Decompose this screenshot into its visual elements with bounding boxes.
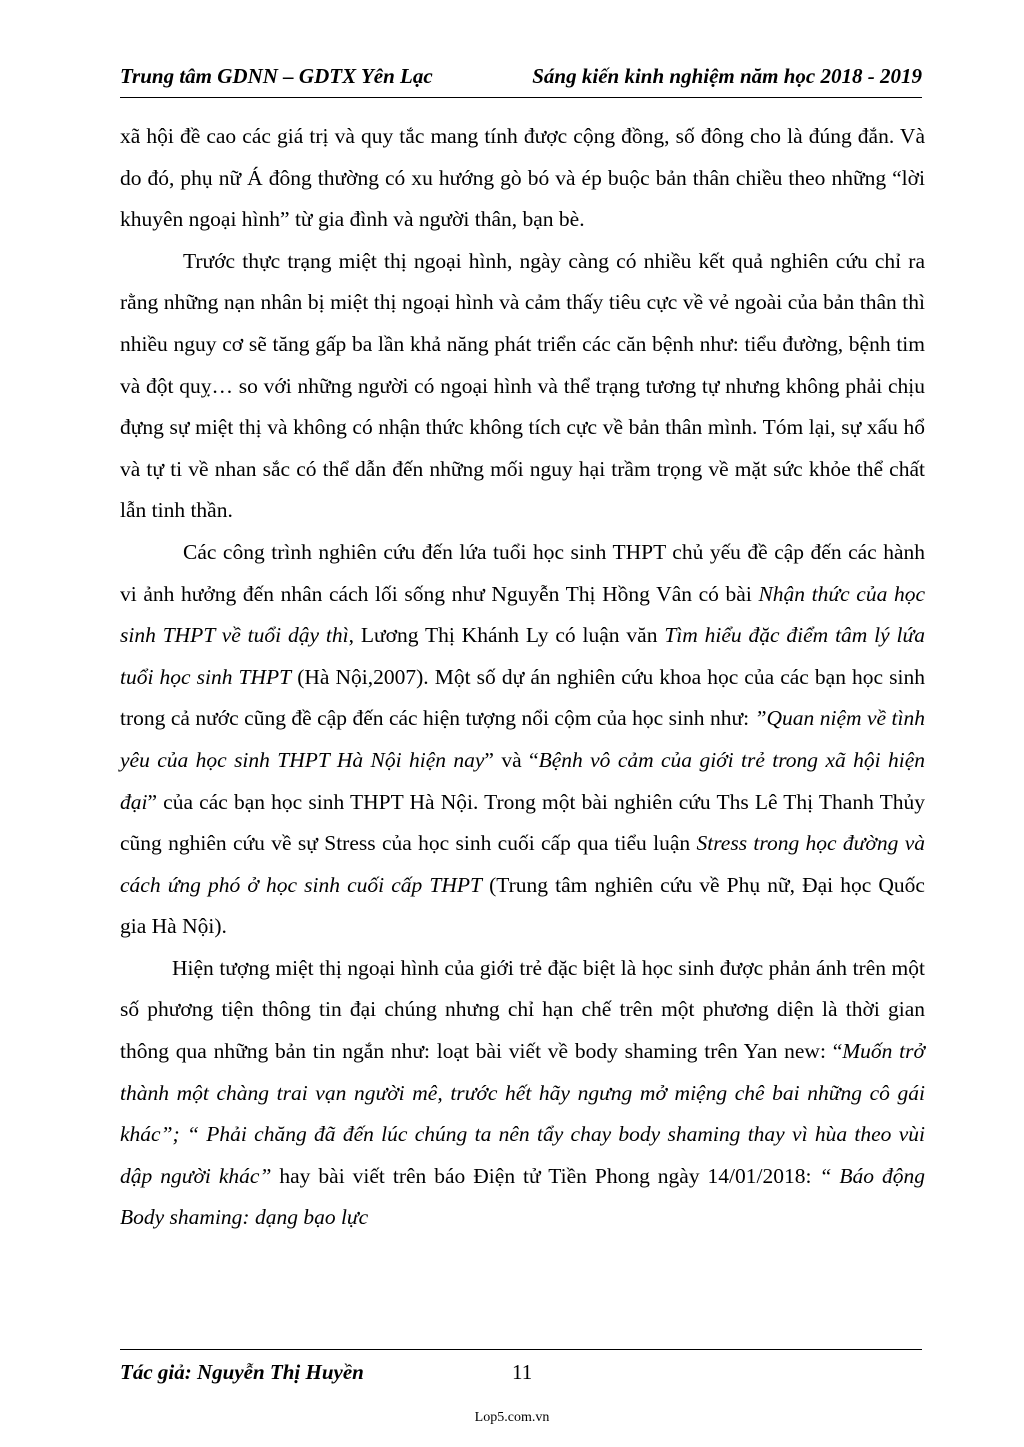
paragraph-3	[120, 532, 925, 948]
paragraph-1: xã hội đề cao các giá trị và quy tắc mang tính được cộng đồng, số đông cho là đúng đắn. Và do đó, phụ nữ Á đông thường có xu hướng gò bó và ép buộc bản thân chiều theo những “lời khuyên ngoại hình” từ gia đình và người thân, bạn bè.	[120, 124, 925, 232]
paragraph-3-text-4: ” và “	[484, 747, 539, 772]
document-body	[120, 116, 925, 1239]
paragraph-3-title-1: Nhận thức của học sinh THPT về tuổi dậy thì	[120, 581, 925, 648]
paragraph-4-quote-2: “ Báo động Body shaming: dạng bạo lực	[120, 1163, 926, 1230]
paragraph-4-quote-1: Muốn trở thành một chàng trai vạn người mê, trước hết hãy ngưng mở miệng chê bai những cô gái khác”; “ Phải chăng đã đến lúc chúng ta nên tẩy chay body shaming thay vì hùa theo vùi dập người khác”	[120, 1039, 925, 1188]
paragraph-4	[120, 948, 925, 1239]
footer-divider	[120, 1349, 922, 1350]
paragraph-3-title-4: Bệnh vô cảm của giới trẻ trong xã hội hiện đại	[120, 747, 925, 814]
site-watermark: Lop5.com.vn	[474, 1410, 550, 1425]
header-institution: Trung tâm GDNN – GDTX Yên Lạc	[120, 64, 433, 88]
paragraph-3-text-2: , Lương Thị Khánh Ly có luận văn	[348, 623, 665, 648]
paragraph-3-text-6: (Trung tâm nghiên cứu về Phụ nữ, Đại học Quốc gia Hà Nội).	[120, 872, 925, 939]
header-divider	[120, 97, 922, 98]
page-header	[120, 64, 922, 98]
paragraph-3-text-3: (Hà Nội,2007). Một số dự án nghiên cứu khoa học của các bạn học sinh trong cả nước cũng đề cập đến các hiện tượng nổi cộm của học sinh như:	[120, 664, 926, 731]
paragraph-2: Trước thực trạng miệt thị ngoại hình, ngày càng có nhiều kết quả nghiên cứu chỉ ra rằng những nạn nhân bị miệt thị ngoại hình và cảm thấy tiêu cực về vẻ ngoài của bản thân thì nhiều nguy cơ sẽ tăng gấp ba lần khả năng phát triển các căn bệnh như: tiểu đường, bệnh tim và đột quỵ… so với những người có ngoại hình và thể trạng tương tự nhưng không phải chịu đựng sự miệt thị và không có nhận thức không tích cực về bản thân mình. Tóm lại, sự xấu hổ và tự ti về nhan sắc có thể dẫn đến những mối nguy hại trầm trọng về mặt sức khỏe thể chất lẫn tinh thần.	[120, 248, 925, 523]
paragraph-4-text-1: Hiện tượng miệt thị ngoại hình của giới trẻ đặc biệt là học sinh được phản ánh trên một số phương tiện thông tin đại chúng nhưng chỉ hạn chế trên một phương diện là thời gian thông qua những bản tin ngắn như: loạt bài viết về body shaming trên Yan new: “	[120, 955, 925, 1064]
paragraph-3-title-3: ”Quan niệm về tình yêu của học sinh THPT Hà Nội hiện nay	[120, 706, 925, 772]
paragraph-3-text-1: Các công trình nghiên cứu đến lứa tuổi học sinh THPT chủ yếu đề cập đến các hành vi ảnh hưởng đến nhân cách lối sống như Nguyễn Thị Hồng Vân có bài	[120, 539, 925, 606]
paragraph-3-title-2: Tìm hiểu đặc điểm tâm lý lứa tuổi học sinh THPT	[120, 623, 925, 689]
footer-author: Tác giả: Nguyễn Thị Huyền	[120, 1360, 364, 1384]
paragraph-4-text-2: hay bài viết trên báo Điện tử Tiền Phong ngày 14/01/2018:	[271, 1163, 820, 1188]
header-title: Sáng kiến kinh nghiệm năm học 2018 - 2019	[532, 64, 922, 88]
paragraph-3-text-5: ” của các bạn học sinh THPT Hà Nội. Trong một bài nghiên cứu Ths Lê Thị Thanh Thủy cũng nghiên cứu về sự Stress của học sinh cuối cấp qua tiểu luận	[120, 789, 925, 856]
page-number: 11	[512, 1360, 533, 1384]
paragraph-3-title-5: Stress trong học đường và cách ứng phó ở học sinh cuối cấp THPT	[120, 831, 925, 897]
